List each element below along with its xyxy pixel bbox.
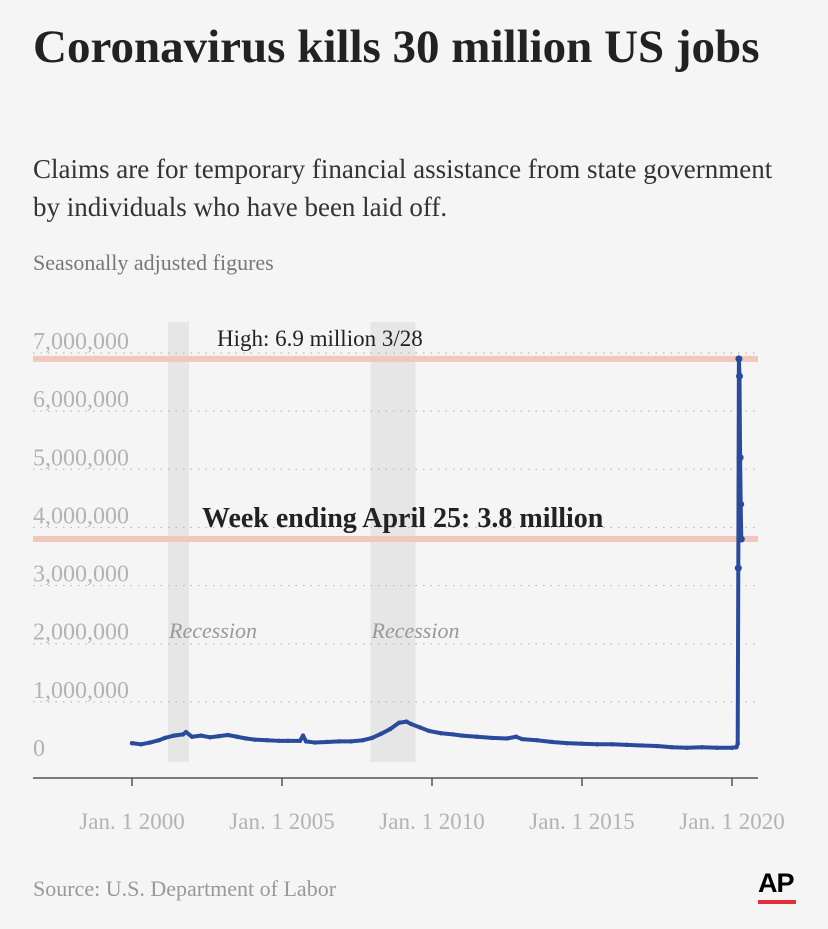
recession-label: Recession [371, 618, 460, 643]
x-tick-label: Jan. 1 2015 [529, 809, 635, 834]
data-point [217, 734, 221, 738]
data-point [139, 742, 143, 746]
data-point [370, 736, 374, 740]
data-point [286, 739, 290, 743]
y-tick-label: 1,000,000 [33, 677, 129, 704]
data-point [301, 733, 305, 737]
data-point [736, 373, 743, 380]
data-point [148, 740, 152, 744]
data-point [208, 735, 212, 739]
y-tick-label: 2,000,000 [33, 619, 129, 646]
x-tick-label: Jan. 1 2000 [79, 809, 185, 834]
data-point [580, 742, 584, 746]
data-point [404, 719, 408, 723]
data-point [226, 733, 230, 737]
data-point [535, 738, 539, 742]
data-point [304, 739, 308, 743]
data-point [349, 739, 353, 743]
line-chart [0, 300, 828, 860]
chart-subtitle: Claims are for temporary financial assistance from state government by individuals who have been laid off. [33, 154, 773, 222]
data-point [625, 743, 629, 747]
data-point [379, 732, 383, 736]
x-tick-label: Jan. 1 2010 [379, 809, 485, 834]
data-point [738, 536, 745, 543]
y-tick-label: 4,000,000 [33, 503, 129, 530]
data-point [253, 737, 257, 741]
data-point [550, 740, 554, 744]
data-point [265, 738, 269, 742]
reference-line-label: High: 6.9 million 3/28 [217, 325, 423, 351]
ap-logo-bar [758, 900, 796, 904]
data-point [157, 738, 161, 742]
y-tick-label: 5,000,000 [33, 445, 129, 472]
data-point [655, 744, 659, 748]
data-point [460, 733, 464, 737]
data-point [565, 741, 569, 745]
data-point [735, 355, 742, 362]
data-point [730, 746, 734, 750]
data-point [610, 742, 614, 746]
data-point [595, 742, 599, 746]
data-point [409, 722, 413, 726]
data-point [325, 740, 329, 744]
data-point [244, 736, 248, 740]
data-point [475, 735, 479, 739]
recession-label: Recession [169, 618, 257, 643]
y-tick-label: 6,000,000 [33, 387, 129, 414]
x-tick-label: Jan. 1 2005 [229, 809, 335, 834]
data-point [172, 733, 176, 737]
data-point [451, 732, 455, 736]
x-axis-ticks [79, 778, 784, 834]
ap-logo-text: AP [758, 868, 794, 898]
data-point [737, 501, 744, 508]
data-point [313, 740, 317, 744]
data-point [685, 746, 689, 750]
data-point [520, 737, 524, 741]
data-point [439, 731, 443, 735]
y-axis-ticks [33, 329, 129, 762]
data-point [361, 738, 365, 742]
data-point [737, 454, 744, 461]
data-point [715, 746, 719, 750]
data-point [700, 745, 704, 749]
data-point [190, 735, 194, 739]
data-point [199, 733, 203, 737]
x-tick-label: Jan. 1 2020 [679, 809, 785, 834]
chart-title: Coronavirus kills 30 million US jobs [33, 21, 760, 73]
series-line [130, 355, 745, 750]
data-point [514, 735, 518, 739]
data-point [427, 729, 431, 733]
data-point [277, 739, 281, 743]
ap-logo [758, 868, 798, 908]
data-point [235, 735, 239, 739]
data-point [184, 730, 188, 734]
data-point [640, 743, 644, 747]
reference-line-label: Week ending April 25: 3.8 million [202, 503, 604, 535]
data-point [735, 565, 742, 572]
y-tick-label: 7,000,000 [33, 329, 129, 355]
data-point [490, 736, 494, 740]
data-point [505, 736, 509, 740]
source-note: Source: U.S. Department of Labor [33, 876, 337, 901]
series-path [132, 359, 741, 748]
y-tick-label: 0 [33, 736, 45, 762]
data-point [418, 725, 422, 729]
data-point [670, 745, 674, 749]
data-point [397, 721, 401, 725]
data-point [337, 739, 341, 743]
y-tick-label: 3,000,000 [33, 561, 129, 588]
seasonal-note: Seasonally adjusted figures [33, 250, 274, 275]
data-point [736, 742, 740, 746]
data-point [130, 741, 134, 745]
data-point [298, 739, 302, 743]
data-point [388, 727, 392, 731]
data-point [163, 736, 167, 740]
